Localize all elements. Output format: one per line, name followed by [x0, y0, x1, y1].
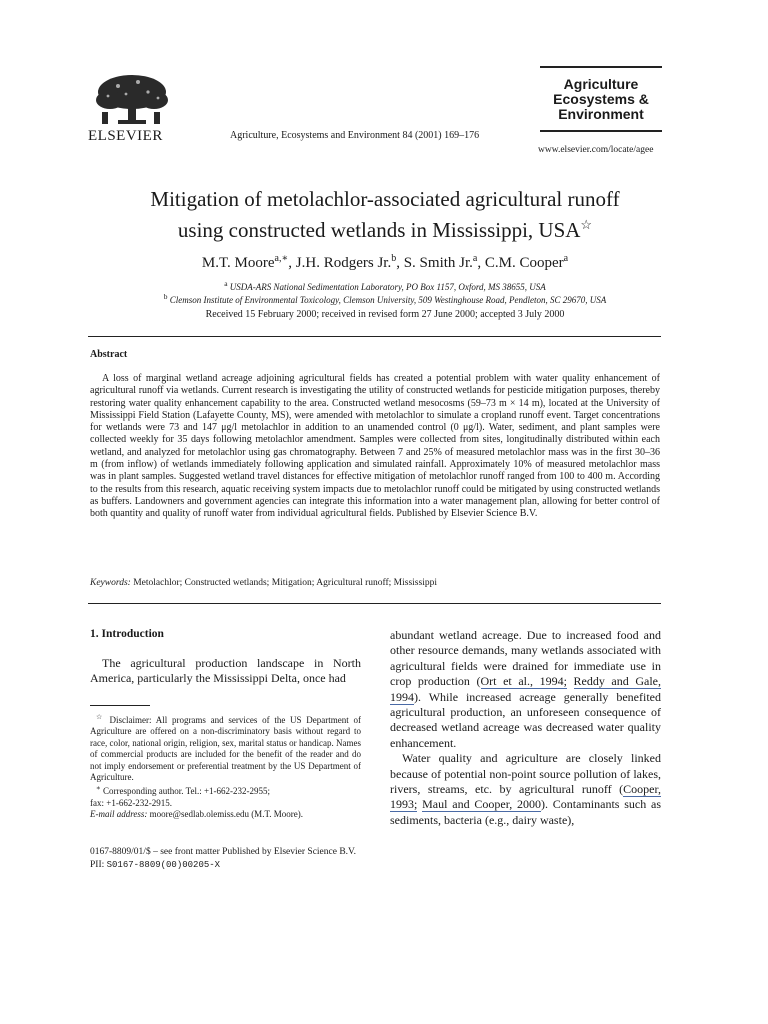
author-list: M.T. Moore$^{a,∗}$, J.H. Rodgers Jr.$^b$, S. Smith Jr.$^a$, C.M. Cooper$^a$ — [201, 253, 569, 271]
front-matter — [90, 846, 356, 872]
author: S. Smith Jr. — [403, 255, 473, 271]
corresponding-author-footnote: ∗ Corresponding author. Tel.: +1-662-232-2955; — [96, 784, 271, 797]
footnotes — [90, 712, 361, 821]
fax-line: fax: +1-662-232-2915. — [90, 797, 173, 808]
abstract-heading: Abstract — [90, 349, 128, 360]
author: J.H. Rodgers Jr. — [295, 255, 392, 271]
keywords-list: Metolachlor; Constructed wetlands; Mitigation; Agricultural runoff; Mississippi — [133, 578, 437, 588]
title-footnote-mark[interactable]: ☆ — [580, 217, 593, 232]
email-address[interactable]: moore@sedlab.olemiss.edu (M.T. Moore). — [147, 809, 304, 820]
left-column — [90, 628, 361, 687]
copyright-line: 0167-8809/01/$ – see front matter Published by Elsevier Science B.V. — [90, 847, 357, 857]
keywords — [90, 578, 660, 588]
citation-link[interactable]: Maul and Cooper, 2000 — [422, 797, 541, 812]
email-line: E-mail address: moore@sedlab.olemiss.edu (M.T. Moore). — [90, 809, 304, 820]
citation-link[interactable]: Ort et al., 1994; — [480, 674, 567, 689]
citation-link[interactable]: Reddy and Gale, 1994 — [390, 674, 662, 704]
journal-url[interactable]: www.elsevier.com/locate/agee — [538, 145, 654, 155]
title-line: using constructed wetlands in Mississippi, USA☆ — [177, 217, 593, 242]
section-heading: 1. Introduction — [90, 628, 164, 640]
divider — [88, 336, 661, 337]
body-paragraph: abundant wetland acreage. Due to increased food and other resource demands, many wetlands associated with agricultural fields were drained for immediate use in crop production (Ort et al., 1994; Reddy and Gale, 1994). While increased acreage generally benefited agricultural production, an unforeseen consequence of decreased wetland acreage was decreased water quality enhancement. — [390, 628, 662, 750]
body-paragraph: The agricultural production landscape in North America, particularly the Mississippi Delta, once had — [90, 656, 361, 686]
keywords-label: Keywords: — [90, 578, 131, 588]
author-affil-mark[interactable]: a — [472, 253, 478, 264]
journal-title-line: Agriculture — [563, 75, 639, 92]
disclaimer-footnote: ☆ Disclaimer: All programs and services of the US Department of Agriculture are offered on a non-discriminatory basis without regard to race, color, national origin, religion, sex, marital status or handicap. Names of commercial products are included for the benefit of the reader and do not imply endorsement or preferential treatment by the US Department of Agriculture. — [90, 713, 361, 783]
received-dates: Received 15 February 2000; received in revised form 27 June 2000; accepted 3 July 2000 — [205, 309, 565, 320]
title-line: Mitigation of metolachlor-associated agricultural runoff — [150, 187, 620, 211]
author: C.M. Cooper — [484, 255, 564, 271]
affiliation: $^a$ USDA-ARS National Sedimentation Laboratory, PO Box 1157, Oxford, MS 38655, USA — [224, 279, 546, 292]
affiliation: $^b$ Clemson Institute of Environmental Toxicology, Clemson University, 509 Westinghouse Road, Pendleton, SC 29670, USA — [163, 292, 607, 305]
journal-title-line: Environment — [558, 105, 644, 122]
pii-line: PII: S0167-8809(00)00205-X — [90, 860, 221, 870]
article-title — [100, 186, 670, 243]
abstract-text: A loss of marginal wetland acreage adjoining agricultural fields has created a potential problem with water quality enhancement of agricultural runoff via wetlands. Current research is investigating the utility of constructed wetlands for pesticide mitigation purposes, thereby restoring water quality enhancement capability to the area. Constructed wetland mesocosms (59–73 m × 14 m), located at the University of Mississippi Field Station (Lafayette County, MS), were amended with metolachlor to simulate a cropland runoff event. Target concentrations for wetlands were 73 and 147 μg/l metolachlor in addition to an unamended control (0 μg/l). Water, sediment, and plant samples were collected weekly for 35 days following metolachlor amendment. Samples were collected from sites, longitudinally distributed within each wetland, and analyzed for metolachlor using gas chromatography. Between 7 and 25% of measured metolachlor mass was in the first 30–36 m (from inflow) of wetlands immediately following application and simulated rainfall. Approximately 10% of measured metolachlor mass was in plant samples. Suggested wetland travel distances for effective mitigation of metolachlor runoff ranged from 100 to 400 m. According to the results from this research, aquatic receiving system impacts due to metolachlor runoff could be mitigated by using constructed wetlands as buffers. Landowners and government agencies can integrate this information into a water management plan, allowing for better control of both quantity and quality of runoff water from individual agricultural fields. Published by Elsevier Science B.V. — [90, 373, 660, 520]
publisher-name: ELSEVIER — [88, 128, 163, 144]
citation-link[interactable]: Cooper, 1993; — [390, 782, 661, 812]
journal-title-line: Ecosystems & — [553, 90, 649, 107]
footnote-divider — [90, 705, 150, 706]
right-column — [390, 628, 661, 828]
author-affil-mark[interactable]: a,∗ — [274, 253, 289, 264]
journal-title-box — [540, 66, 662, 132]
divider — [88, 603, 661, 604]
author-affil-mark[interactable]: a — [563, 253, 569, 264]
body-paragraph: Water quality and agriculture are closely linked because of potential non-point source pollution of lakes, rivers, streams, etc. by agricultural runoff (Cooper, 1993; Maul and Cooper, 2000). Contaminants such as sediments, bacteria (e.g., dairy waste), — [390, 751, 662, 827]
elsevier-tree-icon — [88, 72, 176, 130]
author-affil-mark[interactable]: b — [391, 253, 397, 264]
author: M.T. Moore — [201, 255, 275, 271]
journal-citation: Agriculture, Ecosystems and Environment 84 (2001) 169–176 — [230, 130, 480, 141]
